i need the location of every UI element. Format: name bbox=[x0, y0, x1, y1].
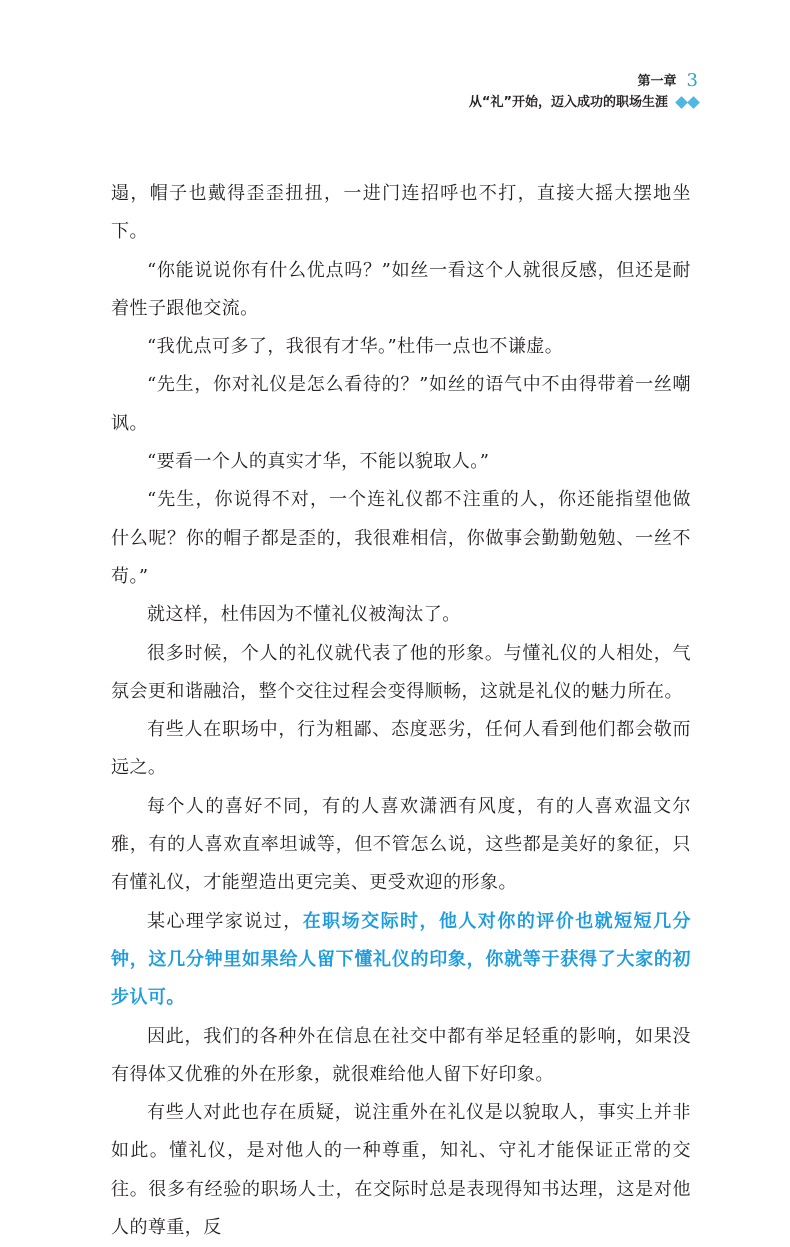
paragraph-13: 有些人对此也存在质疑，说注重外在礼仪是以貌取人，事实上并非如此。懂礼仪，是对他人的一种尊重，知礼、守礼才能保证正常的交往。很多有经验的职场人士，在交际时总是表现得知书达理，这是对他人的尊重，反 bbox=[111, 1102, 691, 1239]
highlighted-quote: 在职场交际时，他人对你的评价也就短短几分钟，这几分钟里如果给人留下懂礼仪的印象，你就等于获得了大家的初步认可。 bbox=[111, 910, 691, 1009]
paragraph-9: 有些人在职场中，行为粗鄙、态度恶劣，任何人看到他们都会敬而远之。 bbox=[111, 719, 691, 779]
paragraph-4: “先生，你对礼仪是怎么看待的？”如丝的语气中不由得带着一丝嘲讽。 bbox=[111, 374, 691, 434]
header-chapter-row bbox=[469, 70, 698, 92]
chapter-subtitle: 从“礼”开始，迈入成功的职场生涯 bbox=[468, 95, 668, 110]
paragraph-12: 因此，我们的各种外在信息在社交中都有举足轻重的影响，如果没有得体又优雅的外在形象，就很难给他人留下好印象。 bbox=[111, 1025, 691, 1085]
paragraph-2: “你能说说你有什么优点吗？”如丝一看这个人就很反感，但还是耐着性子跟他交流。 bbox=[111, 259, 691, 319]
paragraph-11-intro: 某心理学家说过， bbox=[147, 910, 303, 932]
paragraph-6: “先生，你说得不对，一个连礼仪都不注重的人，你还能指望他做什么呢？你的帽子都是歪的，我很难相信，你做事会勤勤勉勉、一丝不苟。” bbox=[111, 489, 691, 587]
paragraph-5: “要看一个人的真实才华，不能以貌取人。” bbox=[147, 451, 490, 473]
paragraph-1: 遢，帽子也戴得歪歪扭扭，一进门连招呼也不打，直接大摇大摆地坐下。 bbox=[111, 183, 691, 243]
paragraph-11 bbox=[111, 903, 691, 1018]
running-header bbox=[469, 70, 698, 114]
page-number: 3 bbox=[686, 70, 698, 91]
chapter-label: 第一章 bbox=[637, 74, 677, 89]
paragraph-8: 很多时候，个人的礼仪就代表了他的形象。与懂礼仪的人相处，气氛会更和谐融洽，整个交往过程会变得顺畅，这就是礼仪的魅力所在。 bbox=[111, 642, 691, 702]
paragraph-10: 每个人的喜好不同，有的人喜欢潇洒有风度，有的人喜欢温文尔雅，有的人喜欢直率坦诚等，但不管怎么说，这些都是美好的象征，只有懂礼仪，才能塑造出更完美、更受欢迎的形象。 bbox=[111, 795, 691, 894]
page-body bbox=[111, 175, 691, 1247]
diamond-ornament-icon bbox=[674, 93, 698, 115]
paragraph-3: “我优点可多了，我很有才华。”杜伟一点也不谦虚。 bbox=[147, 336, 564, 358]
paragraph-7: 就这样，杜伟因为不懂礼仪被淘汰了。 bbox=[147, 604, 461, 626]
header-subtitle-row bbox=[469, 92, 698, 114]
